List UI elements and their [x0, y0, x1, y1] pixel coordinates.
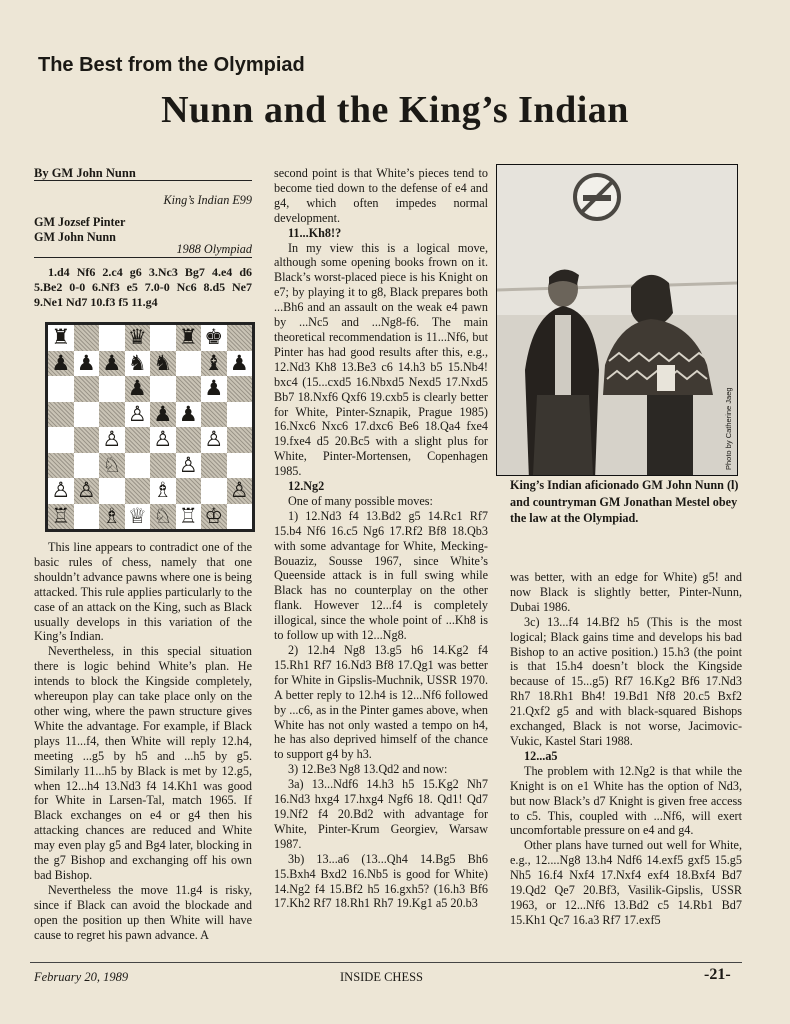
chess-piece-square: ♟ — [76, 350, 96, 375]
chess-piece-square: ♙ — [204, 427, 224, 452]
board-square — [150, 376, 176, 402]
chess-piece-square: ♙ — [102, 427, 122, 452]
chess-piece-square: ♕ — [127, 503, 147, 528]
board-square — [99, 478, 125, 504]
column-3 — [510, 570, 742, 928]
board-square — [74, 427, 100, 453]
board-square — [99, 402, 125, 428]
paragraph: This line appears to contradict one of the basic rules of chess, namely that one shouldn’t advance pawns where one is being attacked. This rule applies particularly to the case of an attack on the King, such as Black usually develops in this variation of the King’s Indian. — [34, 540, 252, 644]
board-square — [176, 351, 202, 377]
board-square — [201, 402, 227, 428]
chess-piece-square: ♔ — [201, 504, 227, 530]
photo — [496, 164, 738, 476]
chess-piece-square: ♟ — [229, 350, 249, 375]
board-square — [150, 325, 176, 351]
board-square — [227, 376, 253, 402]
paragraph: One of many possible moves: — [288, 493, 433, 508]
chess-piece-square: ♙ — [178, 452, 198, 477]
chess-piece-square: ♟ — [99, 351, 125, 377]
paragraph: 3a) 13...Ndf6 14.h3 h5 15.Kg2 Nh7 16.Nd3 hxg4 17.hxg4 Ngf6 18. Qd1! Qd7 19.Nf2 f4 20.Bd2 with advantage for White, Pinter-Krum Georgiev, Warsaw 1987. — [274, 777, 488, 851]
footer-rule — [30, 962, 742, 963]
chess-piece-square: ♗ — [99, 504, 125, 530]
board-square — [176, 478, 202, 504]
byline: By GM John Nunn — [34, 166, 136, 180]
chess-piece-square: ♘ — [99, 453, 125, 479]
black-player: GM John Nunn — [34, 229, 116, 244]
opening-name: King’s Indian E99 — [163, 193, 252, 207]
chess-piece-square: ♙ — [227, 478, 253, 504]
chess-piece-square: ♖ — [178, 503, 198, 528]
column-2 — [274, 166, 488, 911]
chess-piece-square: ♜ — [176, 325, 202, 351]
paragraph: 3b) 13...a6 (13...Qh4 14.Bg5 Bh6 15.Bxh4 Bxd2 16.Nb5 is good for White) 14.Ng2 f4 15.Bf2 h5 16.gxh5? (16.h3 Bf6 17.Kh2 Rf7 18.Rh1 Rh7 19.Kg1 a5 20.b3 — [274, 851, 488, 911]
chess-piece-square: ♝ — [201, 351, 227, 377]
event-name: 1988 Olympiad — [176, 242, 252, 256]
chess-piece-square: ♟ — [204, 376, 224, 401]
board-square — [99, 325, 125, 351]
paragraph: 1) 12.Nd3 f4 13.Bd2 g5 14.Rc1 Rf7 15.b4 Nf6 16.c5 Ng6 17.Rf2 Bf8 18.Qb3 with some advantage for White, Mecking-Bouaziz, Sousse 1967, since White’s Queenside attack is in full swing while Black has no counterplay on the other flank. However 12...f4 is completely illogical, since the whole point of ...Kh8 is to follow up with 12...Ng8. — [274, 508, 488, 643]
board-square — [227, 402, 253, 428]
board-square — [125, 478, 151, 504]
chess-piece-square: ♖ — [48, 504, 74, 530]
board-square — [150, 453, 176, 479]
issue-date: February 20, 1989 — [34, 970, 129, 984]
board-square — [74, 402, 100, 428]
page-number: -21- — [704, 966, 731, 983]
board-square — [176, 376, 202, 402]
chess-piece-square: ♙ — [153, 427, 173, 452]
chess-piece-square: ♟ — [178, 401, 198, 426]
board-square — [125, 427, 151, 453]
paragraph: The problem with 12.Ng2 is that while the Knight is on e1 White has the option of Nd3, but now Black’s d7 Knight is given free access to c5. This, coupled with ...Nf6, will exert uncomfortable pressure on e4 and g4. — [510, 763, 742, 838]
chess-piece-square: ♟ — [150, 402, 176, 428]
board-square — [48, 453, 74, 479]
magazine-name: INSIDE CHESS — [340, 970, 423, 984]
column-1 — [34, 540, 252, 942]
chess-piece-square: ♙ — [74, 478, 100, 504]
board-square — [125, 453, 151, 479]
chess-piece-square: ♟ — [48, 351, 74, 377]
photo-image — [497, 165, 737, 475]
move-heading: 12...a5 — [524, 748, 558, 763]
chess-piece-square: ♙ — [51, 478, 71, 503]
game-moves: 1.d4 Nf6 2.c4 g6 3.Nc3 Bg7 4.e4 d6 5.Be2 0-0 6.Nf3 e5 7.0-0 Nc6 8.d5 Ne7 9.Ne1 Nd7 10.f3 f5 11.g4 — [34, 265, 252, 309]
board-square — [74, 453, 100, 479]
paragraph: second point is that White’s pieces tend to become tied down to the defense of e4 and g4, which often impedes normal development. — [274, 166, 488, 225]
paragraph: Other plans have turned out well for White, e.g., 12....Ng8 13.h4 Ndf6 14.exf5 gxf5 15.g5 Nh5 16.f4 Nxf4 17.Nxf4 exf4 18.Bxf4 Bd7 19.Qd2 Qe7 20.Bf3, Vasilik-Gipslis, USSR 1963, or 12...Nf6 13.Bd2 c5 14.Rb1 Bd7 15.Kh1 Qc7 16.a3 Rf7 17.exf5 — [510, 838, 742, 927]
board-square — [227, 325, 253, 351]
photo-credit: Photo by Catherine Jaeg — [724, 387, 733, 470]
event-rule — [34, 257, 252, 258]
paragraph: 3) 12.Be3 Ng8 13.Qd2 and now: — [288, 762, 448, 777]
paragraph: Nevertheless the move 11.g4 is risky, since if Black can avoid the blockade and open the position up then White will have cause to regret his pawn advance. A — [34, 882, 252, 942]
board-square — [176, 427, 202, 453]
board-square — [227, 504, 253, 530]
board-square — [227, 427, 253, 453]
chess-piece-square: ♚ — [204, 325, 224, 350]
move-heading: 11...Kh8!? — [288, 225, 342, 240]
board-square — [74, 325, 100, 351]
board-square — [48, 376, 74, 402]
chess-piece-square: ♜ — [51, 325, 71, 350]
paragraph: was better, with an edge for White) g5! and now Black is slightly better, Pinter-Nunn, Dubai 1986. — [510, 570, 742, 614]
players — [34, 215, 125, 244]
chess-piece-square: ♗ — [153, 478, 173, 503]
paragraph: 3c) 13...f4 14.Bf2 h5 (This is the most logical; Black gains time and develops his bad Bishop to an active position.) 15.h3 (the point is that 15.h4 doesn’t block the Kingside because of 15...g5) Rf7 16.Kg2 Bf6 17.Nd3 Rh7 18.Rh1 Bh4! 19.Bd1 Nf8 20.c5 Bxf2 21.Qxf2 g5 and with black-squared Bishops exchanged, Black is not worse, Jacimovic-Vukic, Kastel Stari 1988. — [510, 614, 742, 748]
chess-piece-square: ♟ — [125, 376, 151, 402]
section-kicker: The Best from the Olympiad — [38, 54, 305, 76]
paragraph: Nevertheless, in this special situation there is logic behind White’s plan. He intends to block the Kingside completely, whereupon play can take place only on the other wing, where the pawn structure gives White the advantage. For example, if Black plays 11...f4, then White will reply 12.h4, meeting ...g5 by h5 and ...h5 by g5. Similarly 11...h5 by Black is met by 12.g5, when 12...h4 13.Nd3 f4 14.Kh1 was good for White in Larsen-Tal, match 1965. If Black exchanges on e4 or g4 then his attacking chances are reduced and White may even play g5 and Bg4 later, blocking in the g7 Bishop and exchanging off his own bad Bishop. — [34, 644, 252, 882]
byline-rule — [34, 180, 252, 181]
white-player: GM Jozsef Pinter — [34, 215, 126, 229]
board-square — [74, 504, 100, 530]
board-square — [201, 453, 227, 479]
board-square — [201, 478, 227, 504]
chess-piece-square: ♙ — [127, 401, 147, 426]
photo-caption: King’s Indian aficionado GM John Nunn (l) and countryman GM Jonathan Mestel obey the law at the Olympiad. — [510, 478, 739, 525]
chess-piece-square: ♘ — [150, 504, 176, 530]
paragraph: In my view this is a logical move, although some opening books frown on it. Black’s worst-placed piece is his Knight on e7; by playing it to g8, Black prepares both ...Bh6 and an assault on the weak e4 pawn by ...Nc5 and ...Ng8-f6. The main theoretical recommendation is 11...Nf6, but Pinter has had good results after this, e.g., 12.Nd3 Kh8 13.Be3 c6 14.h3 b5 15.Nb4! bxc4 (15...cxd5 16.Nbxd5 Nexd5 17.Nxd5 Bb7 18.Nxf6 Qxf6 19.cxb5 is clearly better for White, Pinter-Sznapik, Prague 1985) 16.Nxc6 Nxc6 17.dxc6 Be6 18.Qa4 fxe4 19.fxe4 d5 20.Bc5 with a slight plus for White, Pinter-Mortensen, Copenhagen 1985. — [274, 240, 488, 479]
chess-piece-square: ♞ — [127, 350, 147, 375]
paragraph: 2) 12.h4 Ng8 13.g5 h6 14.Kg2 f4 15.Rh1 Rf7 16.Nd3 Bf8 17.Qg1 was better for White in Gipslis-Muchnik, USSR 1970. A better reply to 12.h4 is 12...Nf6 followed by ...c6, as in the Pinter games above, when White has not only wasted a tempo on h4, he has also deprived himself of the chance to support g4 by h3. — [274, 643, 488, 762]
board-square — [99, 376, 125, 402]
chess-piece-square: ♛ — [125, 325, 151, 351]
chess-piece-square: ♞ — [150, 351, 176, 377]
board-square — [48, 402, 74, 428]
board-square — [48, 427, 74, 453]
move-heading: 12.Ng2 — [288, 479, 325, 494]
chess-diagram — [45, 322, 255, 532]
article-title: Nunn and the King’s Indian — [161, 89, 629, 131]
board-square — [74, 376, 100, 402]
board-square — [227, 453, 253, 479]
no-smoking-sign-icon — [575, 175, 619, 219]
